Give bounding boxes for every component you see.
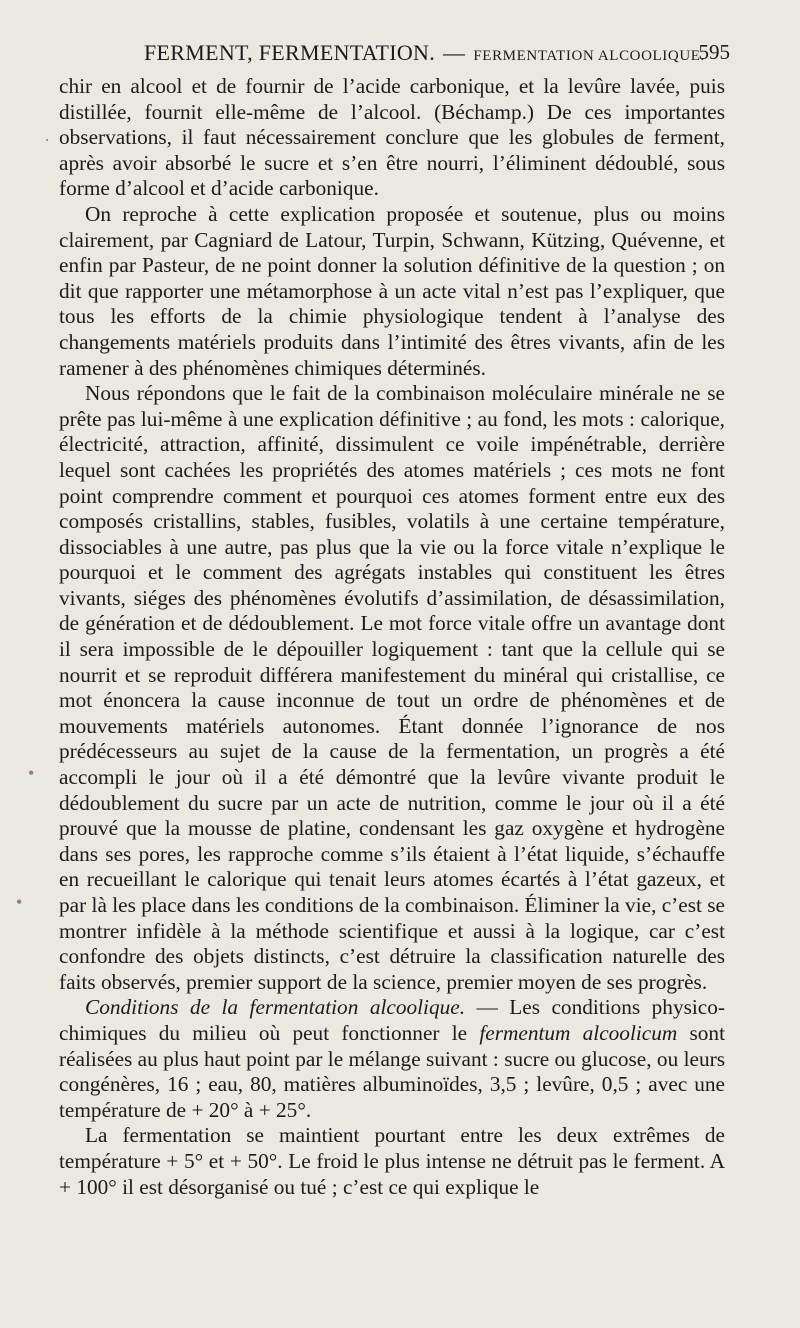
italic-term: fermentum alcoolicum [479, 1020, 678, 1045]
body-text [59, 74, 725, 1200]
header-dash: — [443, 40, 466, 65]
paragraph-4 [59, 995, 725, 1123]
paragraph-4-text-before: — Les conditions physico-chimiques du milieu où peut fonctionner le [59, 995, 725, 1045]
margin-speck: • [28, 763, 35, 783]
paragraph-4-text-after: sont réalisées au plus haut point par le mélange suivant : sucre ou glucose, ou leurs congénères, 16 ; eau, 80, matières albuminoïdes, 3,5 ; levûre, 0,5 ; avec une température de + 20° à + 25°. [59, 1020, 725, 1122]
paragraph-3: Nous répondons que le fait de la combinaison moléculaire minérale ne se prête pas lui-même à une explication définitive ; au fond, les mots : calorique, électricité, attraction, affinité, dissimulent ce voile impénétrable, derrière lequel sont cachées les propriétés des atomes matériels ; ces mots ne font point comprendre comment et pourquoi ces atomes forment entre eux des composés cristallins, stables, fusibles, volatils à une certaine température, dissociables à une autre, pas plus que la vie ou la force vitale n’explique le pourquoi et le comment des agrégats instables qui constituent les êtres vivants, siéges des phénomènes évolutifs d’assimilation, de désassimilation, de génération et de dédoublement. Le mot force vitale offre un avantage dont il sera impossible de le dépouiller logiquement : tant que la cellule qui se nourrit et se reproduit différera manifestement du minéral qui cristallise, ce mot énoncera la cause inconnue de tout un ordre de phénomènes et de mouvements matériels autonomes. Étant donnée l’ignorance de nos prédécesseurs au sujet de la cause de la fermentation, un progrès a été accompli le jour où il a été démontré que la levûre vivante produit le dédoublement du sucre par un acte de nutrition, comme le jour où il a été prouvé que la mousse de platine, condensant les gaz oxygène et hydrogène dans ses pores, les rapproche comme s’ils étaient à l’état liquide, s’échauffe en recueillant le calorique qui tenait leurs atomes écartés à l’état gazeux, et par là les place dans les conditions de la combinaison. Éliminer la vie, c’est se montrer infidèle à la méthode scientifique et aussi à la logique, car c’est confondre des objets distincts, c’est détruire la classification naturelle des faits observés, premier support de la science, premier moyen de ses progrès. [59, 381, 725, 994]
running-header [60, 40, 730, 70]
header-title: FERMENT, FERMENTATION. [144, 40, 436, 65]
paragraph-1: chir en alcool et de fournir de l’acide carbonique, et la levûre lavée, puis distillée, fournit elle-même de l’alcool. (Béchamp.) De ces importantes observations, il faut nécessairement conclure que les globules de ferment, après avoir absorbé le sucre et s’en être nourri, l’éliminent dédoublé, sous forme d’alcool et d’acide carbonique. [59, 74, 725, 201]
margin-speck: • [16, 892, 23, 912]
page-number: 595 [698, 40, 730, 64]
paragraph-2: On reproche à cette explication proposée et soutenue, plus ou moins clairement, par Cagniard de Latour, Turpin, Schwann, Kützing, Quévenne, et enfin par Pasteur, de ne point donner la solution définitive de la question ; on dit que rapporter une métamorphose à un acte vital n’est pas l’expliquer, que tous les efforts de la chimie physiologique tendent à l’analyse des changements matériels produits dans l’intimité des êtres vivants, afin de les ramener à des phénomènes chimiques déterminés. [59, 201, 725, 380]
margin-speck: · [44, 130, 50, 150]
header-subtitle: FERMENTATION ALCOOLIQUE. [473, 48, 705, 64]
paragraph-5: La fermentation se maintient pourtant entre les deux extrêmes de température + 5° et + 50°. Le froid le plus intense ne détruit pas le ferment. A + 100° il est désorganisé ou tué ; c’est ce qui explique le [59, 1123, 725, 1199]
running-title [144, 40, 705, 66]
section-heading: Conditions de la fermentation alcoolique. [85, 995, 466, 1020]
